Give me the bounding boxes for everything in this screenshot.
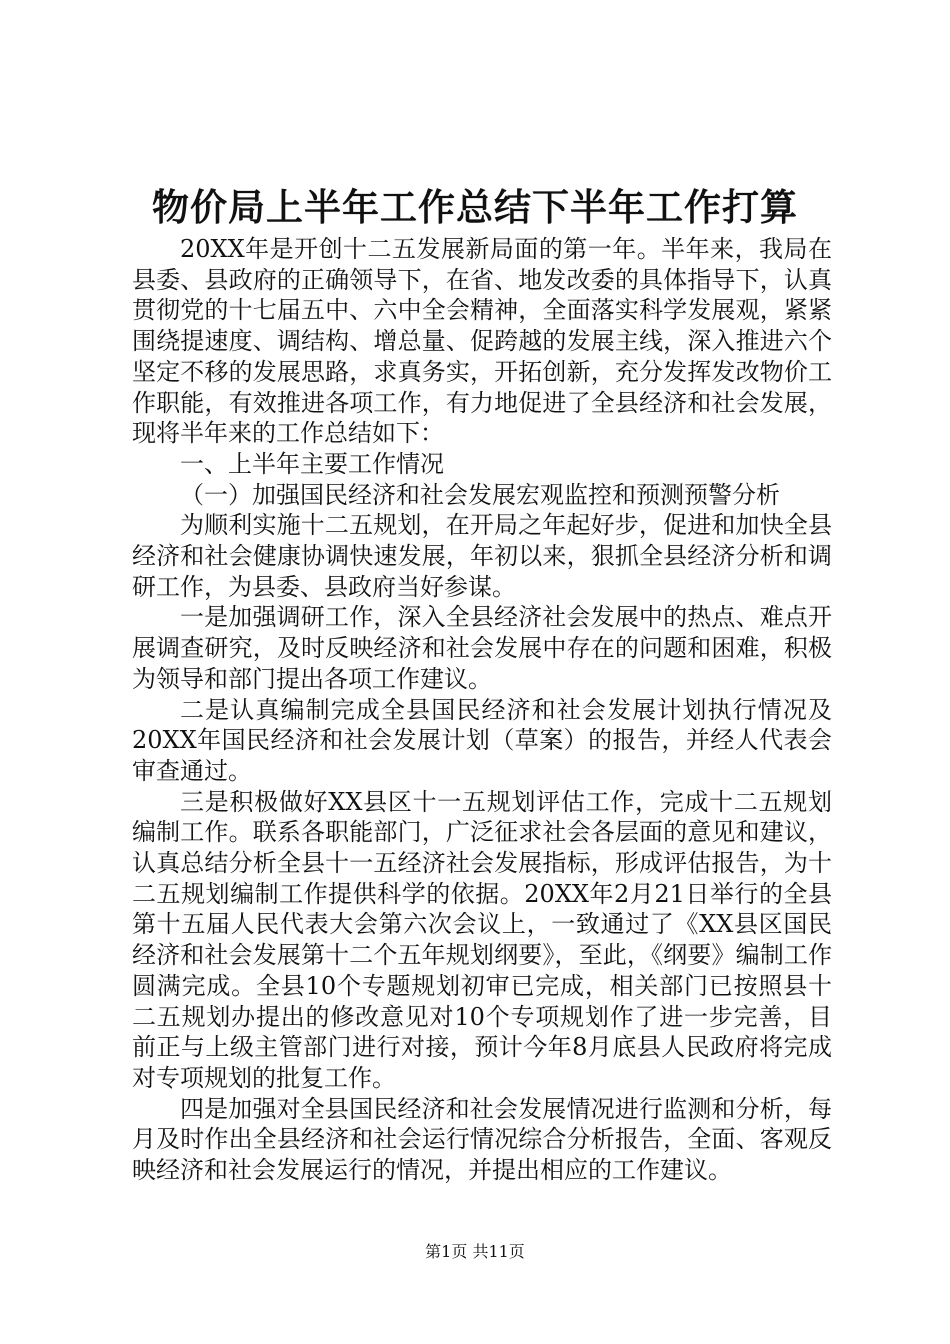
intro-paragraph: 20XX年是开创十二五发展新局面的第一年。半年来，我局在县委、县政府的正确领导下，在省、地发改委的具体指导下，认真贯彻党的十七届五中、六中全会精神，全面落实科学发展观，紧紧围绕提速度、调结构、增总量、促跨越的发展主线，深入推进六个坚定不移的发展思路，求真务实，开拓创新，充分发挥发改物价工作职能，有效推进各项工作，有力地促进了全县经济和社会发展，现将半年来的工作总结如下： <box>132 235 832 448</box>
body-paragraph: 为顺利实施十二五规划，在开局之年起好步，促进和加快全县经济和社会健康协调快速发展，年初以来，狠抓全县经济分析和调研工作，为县委、县政府当好参谋。 <box>132 511 832 601</box>
subsection-heading: （一）加强国民经济和社会发展宏观监控和预测预警分析 <box>180 480 780 509</box>
document-title: 物价局上半年工作总结下半年工作打算 <box>152 185 798 229</box>
document-body <box>132 234 832 1186</box>
body-paragraph: 一是加强调研工作，深入全县经济社会发展中的热点、难点开展调查研究，及时反映经济和社会发展中存在的问题和困难，积极为领导和部门提出各项工作建议。 <box>132 603 832 693</box>
body-paragraph: 二是认真编制完成全县国民经济和社会发展计划执行情况及20XX年国民经济和社会发展计划（草案）的报告，并经人代表会审查通过。 <box>132 695 832 785</box>
body-paragraph: 三是积极做好XX县区十一五规划评估工作，完成十二五规划编制工作。联系各职能部门，广泛征求社会各层面的意见和建议，认真总结分析全县十一五经济社会发展指标，形成评估报告，为十二五规划编制工作提供科学的依据。20XX年2月21日举行的全县第十五届人民代表大会第六次会议上，一致通过了《XX县区国民经济和社会发展第十二个五年规划纲要》，至此，《纲要》编制工作圆满完成。全县10个专题规划初审已完成，相关部门已按照县十二五规划办提出的修改意见对10个专项规划作了进一步完善，目前正与上级主管部门进行对接，预计今年8月底县人民政府将完成对专项规划的批复工作。 <box>132 787 832 1092</box>
body-paragraph: 四是加强对全县国民经济和社会发展情况进行监测和分析，每月及时作出全县经济和社会运行情况综合分析报告，全面、客观反映经济和社会发展运行的情况，并提出相应的工作建议。 <box>132 1094 832 1185</box>
section-heading: 一、上半年主要工作情况 <box>180 449 444 478</box>
page-number-footer: 第1页 共11页 <box>425 1242 525 1261</box>
